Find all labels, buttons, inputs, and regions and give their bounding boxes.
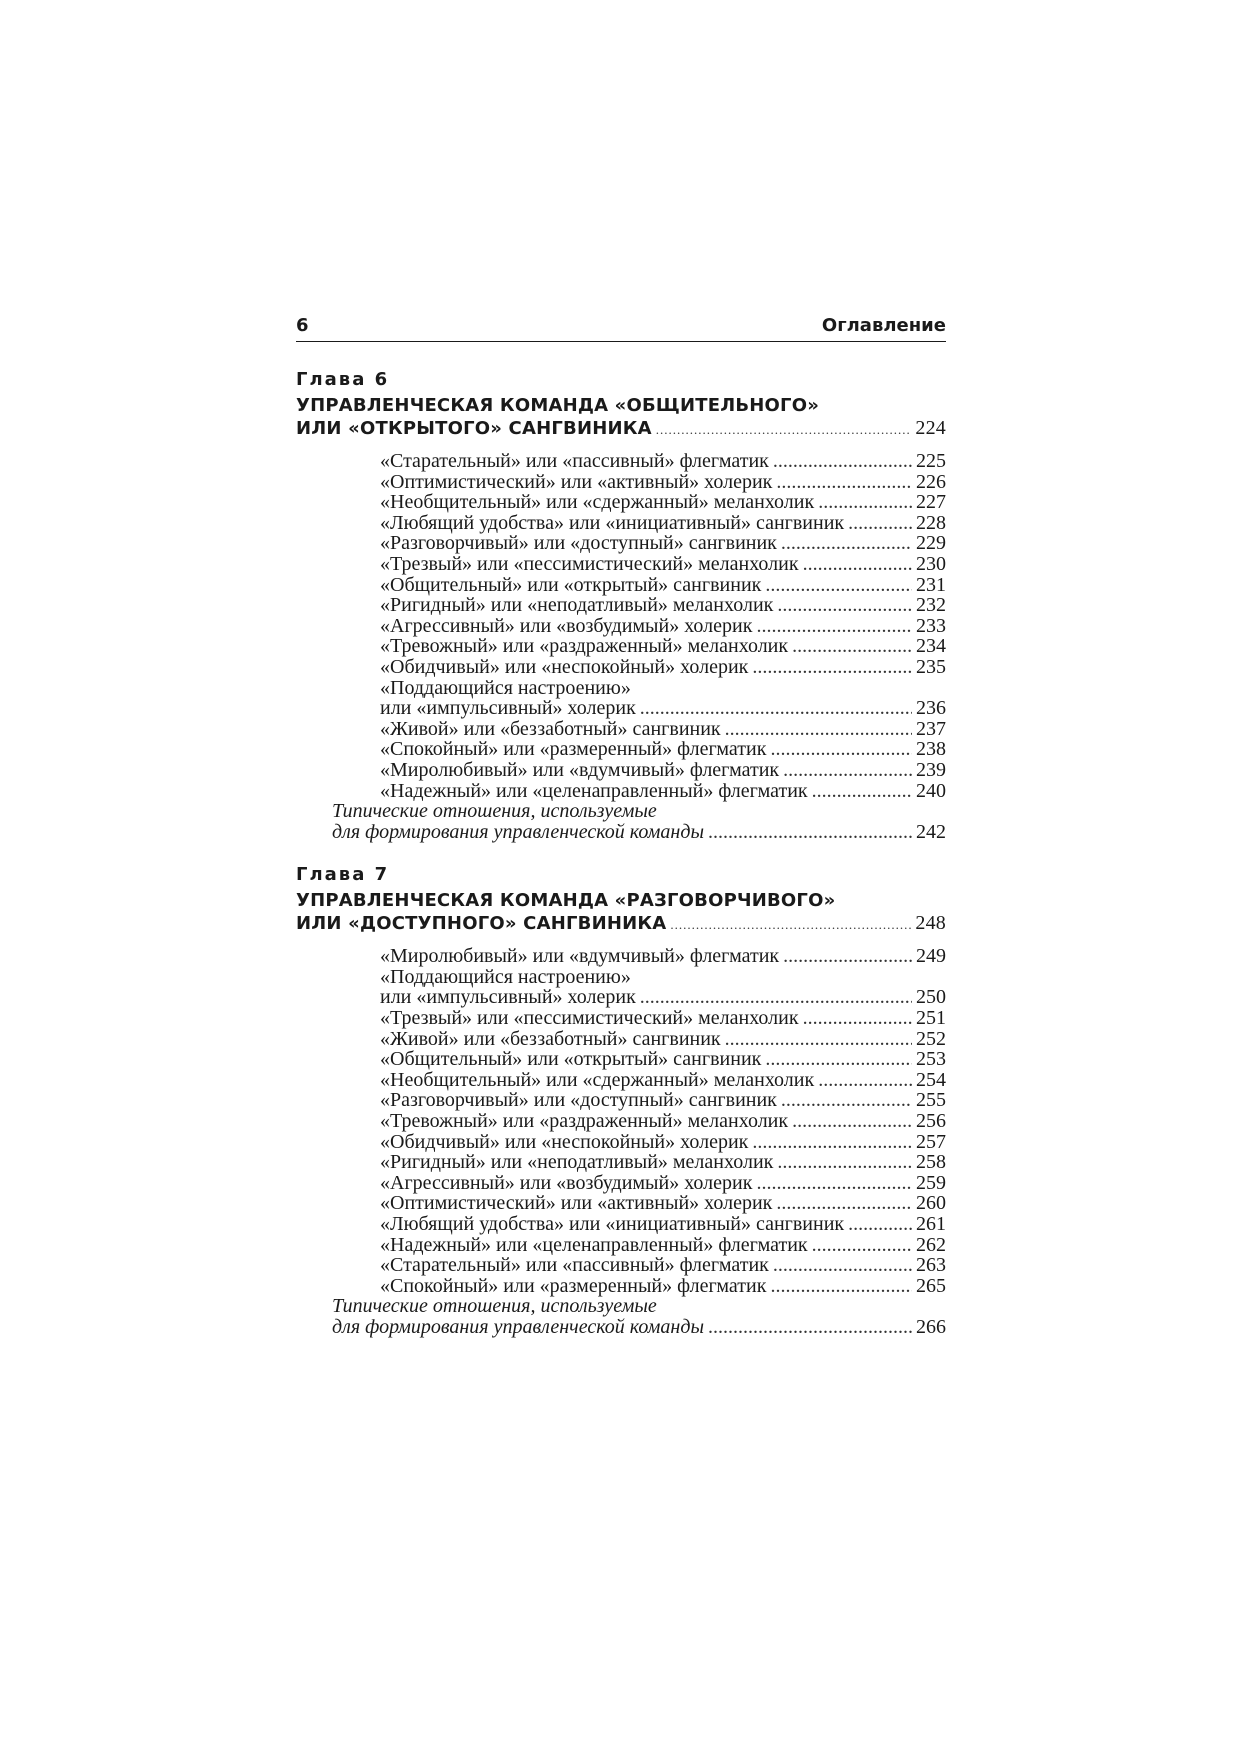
toc-entry[interactable] <box>380 616 946 637</box>
entry-text: «Необщительный» или «сдержанный» меланхолик <box>380 491 815 514</box>
entry-text: «Любящий удобства» или «инициативный» сангвиник <box>380 511 845 534</box>
page-ref: 249 <box>916 945 946 968</box>
page-ref: 227 <box>916 491 946 514</box>
dot-leader <box>848 1214 912 1235</box>
dot-leader <box>725 719 912 740</box>
entry-text: «Оптимистический» или «активный» холерик <box>380 1192 773 1215</box>
page-ref: 251 <box>916 1007 946 1030</box>
dot-leader <box>756 1173 912 1194</box>
entry-text: «Необщительный» или «сдержанный» меланхолик <box>380 1068 815 1091</box>
page-ref: 252 <box>916 1027 946 1050</box>
summary-line <box>332 822 946 843</box>
entry-text: «Трезвый» или «пессимистический» меланхолик <box>380 1007 799 1030</box>
chapter-title-line: УПРАВЛЕНЧЕСКАЯ КОМАНДА «РАЗГОВОРЧИВОГО» <box>296 890 836 912</box>
dot-leader <box>792 636 912 657</box>
entry-text: «Спокойный» или «размеренный» флегматик <box>380 1274 767 1297</box>
page-ref: 248 <box>915 912 946 935</box>
entry-text: «Оптимистический» или «активный» холерик <box>380 470 773 493</box>
chapter-title-line <box>296 417 946 441</box>
entry-text-line: «Поддающийся настроению» <box>380 676 631 699</box>
page-ref: 232 <box>916 594 946 617</box>
dot-leader <box>818 1070 912 1091</box>
dot-leader <box>818 492 912 513</box>
entry-text: «Общительный» или «открытый» сангвиник <box>380 573 762 596</box>
dot-leader <box>708 822 912 843</box>
dot-leader <box>848 513 912 534</box>
toc-entry[interactable] <box>380 1070 946 1091</box>
dot-leader <box>656 419 912 441</box>
toc-entry[interactable] <box>380 967 946 1008</box>
dot-leader <box>708 1317 912 1338</box>
toc-entry[interactable] <box>380 636 946 657</box>
page-ref: 242 <box>916 820 946 843</box>
page-ref: 229 <box>916 532 946 555</box>
entry-text: «Любящий удобства» или «инициативный» сангвиник <box>380 1213 845 1235</box>
page-ref: 257 <box>916 1130 946 1153</box>
toc-entry[interactable] <box>380 595 946 616</box>
toc-entry[interactable] <box>380 575 946 596</box>
page-ref: 235 <box>916 655 946 678</box>
toc-entry[interactable] <box>380 719 946 740</box>
toc-summary-entry[interactable] <box>332 1296 946 1337</box>
entry-text: «Ригидный» или «неподатливый» меланхолик <box>380 594 774 617</box>
toc-entry[interactable] <box>380 1235 946 1256</box>
toc-entry[interactable] <box>380 1132 946 1153</box>
dot-leader <box>773 451 912 472</box>
entry-text: «Надежный» или «целенаправленный» флегматик <box>380 779 808 802</box>
page-ref: 256 <box>916 1110 946 1133</box>
toc-entry[interactable] <box>380 1152 946 1173</box>
toc-entry[interactable] <box>380 1255 946 1276</box>
toc-entry[interactable] <box>380 946 946 967</box>
page-ref: 258 <box>916 1151 946 1174</box>
page-ref: 262 <box>916 1233 946 1256</box>
toc-entries <box>296 946 946 1337</box>
page-number: 6 <box>296 315 309 336</box>
entry-text: «Живой» или «беззаботный» сангвиник <box>380 1027 721 1050</box>
toc-entry[interactable] <box>380 1029 946 1050</box>
entry-text: «Надежный» или «целенаправленный» флегматик <box>380 1233 808 1256</box>
summary-text: для формирования управленческой команды <box>332 1315 704 1338</box>
entry-text: «Тревожный» или «раздраженный» меланхолик <box>380 1110 789 1133</box>
toc-entry[interactable] <box>380 1214 946 1235</box>
dot-leader <box>803 1008 912 1029</box>
dot-leader <box>777 595 912 616</box>
entry-text-line <box>380 698 946 719</box>
page-ref: 236 <box>916 697 946 720</box>
dot-leader <box>752 657 912 678</box>
summary-line: Типические отношения, используемые <box>332 800 657 823</box>
toc-entry[interactable] <box>380 554 946 575</box>
dot-leader <box>776 1193 912 1214</box>
toc-summary-entry[interactable] <box>332 801 946 842</box>
dot-leader <box>803 554 912 575</box>
toc-entry[interactable] <box>380 781 946 802</box>
dot-leader <box>640 698 912 719</box>
page-ref: 234 <box>916 635 946 658</box>
toc-entry[interactable] <box>380 1276 946 1297</box>
page-ref: 261 <box>916 1213 946 1235</box>
toc-entry[interactable] <box>380 1111 946 1132</box>
chapter-title <box>296 890 946 936</box>
toc-entry[interactable] <box>380 760 946 781</box>
entry-text: «Миролюбивый» или «вдумчивый» флегматик <box>380 945 780 968</box>
toc-entry[interactable] <box>380 1173 946 1194</box>
toc-page <box>296 316 946 1338</box>
dot-leader <box>765 575 912 596</box>
chapter-title-text: ИЛИ «ОТКРЫТОГО» САНГВИНИКА <box>296 418 652 439</box>
page-ref: 239 <box>916 758 946 781</box>
entry-text: «Миролюбивый» или «вдумчивый» флегматик <box>380 758 780 781</box>
dot-leader <box>770 739 912 760</box>
toc-entry[interactable] <box>380 657 946 678</box>
running-head <box>296 316 946 342</box>
toc-entry[interactable] <box>380 513 946 534</box>
page-ref: 265 <box>916 1274 946 1297</box>
entry-text: «Агрессивный» или «возбудимый» холерик <box>380 614 753 637</box>
page-ref: 233 <box>916 614 946 637</box>
dot-leader <box>777 1152 912 1173</box>
page-ref: 237 <box>916 717 946 740</box>
entry-text: «Разговорчивый» или «доступный» сангвиник <box>380 532 777 555</box>
toc-entry[interactable] <box>380 678 946 719</box>
dot-leader <box>812 1235 912 1256</box>
summary-text: для формирования управленческой команды <box>332 820 704 843</box>
page-ref: 254 <box>916 1068 946 1091</box>
dot-leader <box>725 1029 912 1050</box>
dot-leader <box>640 987 912 1008</box>
page-ref: 226 <box>916 470 946 493</box>
summary-line: Типические отношения, используемые <box>332 1295 657 1318</box>
page-ref: 224 <box>915 417 946 439</box>
page-ref: 260 <box>916 1192 946 1215</box>
summary-line <box>332 1317 946 1338</box>
chapter-label: Глава 6 <box>296 369 390 390</box>
entry-text: «Спокойный» или «размеренный» флегматик <box>380 738 767 761</box>
entry-text: «Трезвый» или «пессимистический» меланхолик <box>380 552 799 575</box>
entry-text: «Обидчивый» или «неспокойный» холерик <box>380 655 749 678</box>
toc-entry[interactable] <box>380 533 946 554</box>
entry-text: «Ригидный» или «неподатливый» меланхолик <box>380 1151 774 1174</box>
toc-entries <box>296 451 946 842</box>
chapter-title <box>296 395 946 441</box>
toc-entry[interactable] <box>380 492 946 513</box>
entry-text: «Живой» или «беззаботный» сангвиник <box>380 717 721 740</box>
dot-leader <box>752 1132 912 1153</box>
running-title: Оглавление <box>821 315 946 336</box>
toc-entry[interactable] <box>380 1049 946 1070</box>
toc-entry[interactable] <box>380 1193 946 1214</box>
dot-leader <box>670 914 911 936</box>
toc-entry[interactable] <box>380 739 946 760</box>
page-ref: 266 <box>916 1315 946 1338</box>
page-ref: 228 <box>916 511 946 534</box>
chapter-6 <box>296 369 946 842</box>
page-ref: 238 <box>916 738 946 761</box>
page-ref: 240 <box>916 779 946 802</box>
page-ref: 230 <box>916 552 946 575</box>
toc-entry[interactable] <box>380 1008 946 1029</box>
dot-leader <box>781 1090 912 1111</box>
chapter-7 <box>296 864 946 1337</box>
page-ref: 231 <box>916 573 946 596</box>
dot-leader <box>773 1255 912 1276</box>
entry-text: «Тревожный» или «раздраженный» меланхолик <box>380 635 789 658</box>
page-ref: 250 <box>916 986 946 1009</box>
entry-text: «Старательный» или «пассивный» флегматик <box>380 450 769 472</box>
dot-leader <box>783 946 912 967</box>
dot-leader <box>776 472 912 493</box>
chapter-label: Глава 7 <box>296 864 390 886</box>
entry-text: «Агрессивный» или «возбудимый» холерик <box>380 1171 753 1194</box>
chapter-title-line: УПРАВЛЕНЧЕСКАЯ КОМАНДА «ОБЩИТЕЛЬНОГО» <box>296 395 820 416</box>
page-ref: 225 <box>916 450 946 472</box>
page-ref: 255 <box>916 1089 946 1112</box>
entry-text: или «импульсивный» холерик <box>380 986 636 1009</box>
chapter-title-line <box>296 912 946 936</box>
entry-text-line <box>380 987 946 1008</box>
entry-text-line: «Поддающийся настроению» <box>380 965 631 988</box>
dot-leader <box>781 533 912 554</box>
toc-entry[interactable] <box>380 451 946 472</box>
dot-leader <box>765 1049 912 1070</box>
entry-text: «Разговорчивый» или «доступный» сангвиник <box>380 1089 777 1112</box>
page-ref: 263 <box>916 1254 946 1277</box>
entry-text: «Общительный» или «открытый» сангвиник <box>380 1048 762 1071</box>
dot-leader <box>770 1276 912 1297</box>
dot-leader <box>756 616 912 637</box>
entry-text: «Обидчивый» или «неспокойный» холерик <box>380 1130 749 1153</box>
page-ref: 259 <box>916 1171 946 1194</box>
entry-text: «Старательный» или «пассивный» флегматик <box>380 1254 769 1277</box>
dot-leader <box>783 760 912 781</box>
entry-text: или «импульсивный» холерик <box>380 697 636 720</box>
toc-entry[interactable] <box>380 472 946 493</box>
dot-leader <box>812 781 912 802</box>
page-ref: 253 <box>916 1048 946 1071</box>
dot-leader <box>792 1111 912 1132</box>
chapter-title-text: ИЛИ «ДОСТУПНОГО» САНГВИНИКА <box>296 913 667 935</box>
toc-entry[interactable] <box>380 1090 946 1111</box>
